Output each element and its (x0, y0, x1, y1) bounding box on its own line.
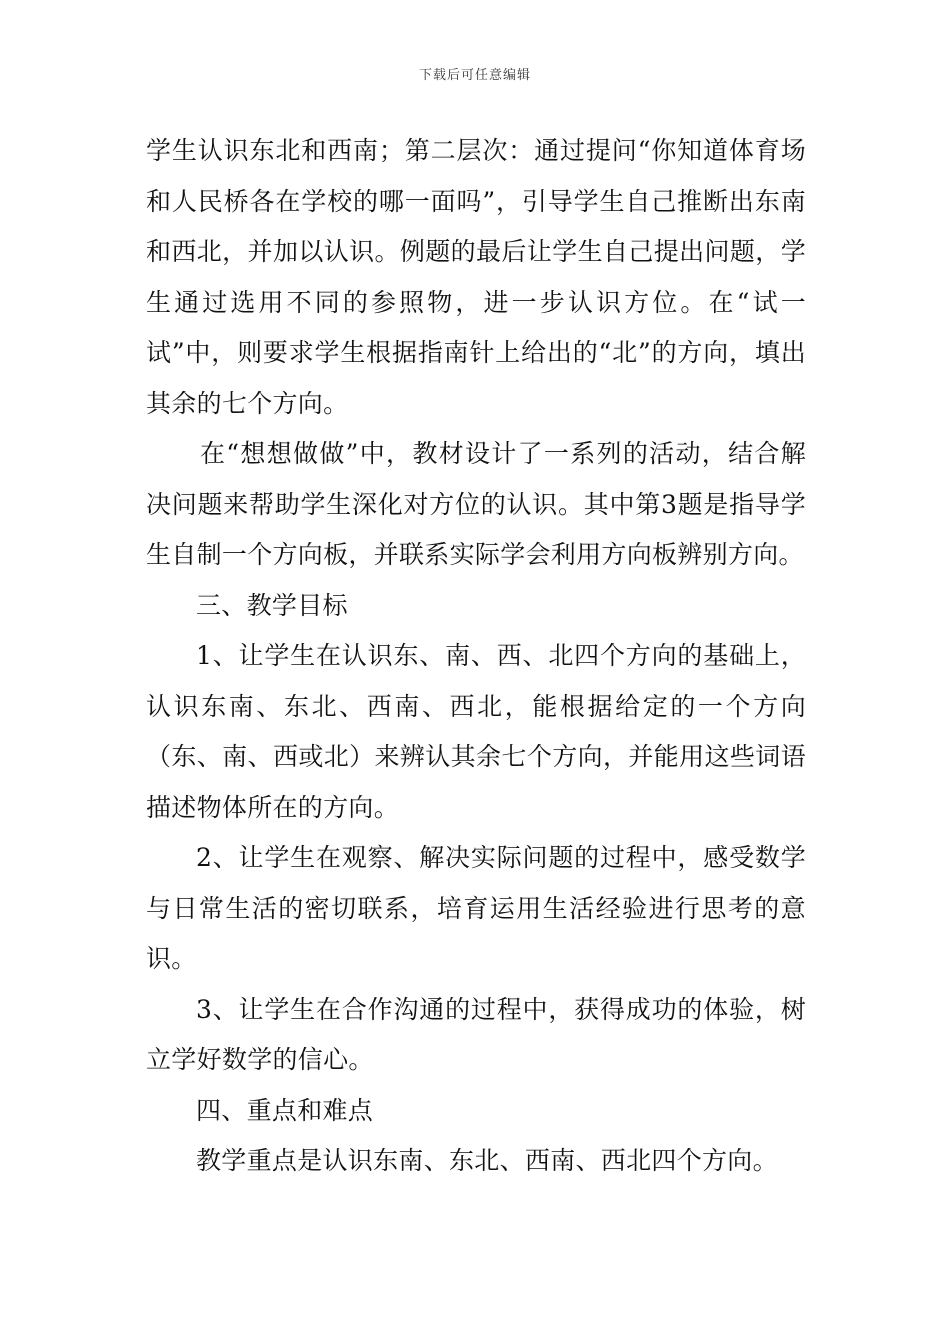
goal-item-3: 3、让学生在合作沟通的过程中，获得成功的体验，树立学好数学的信心。 (146, 994, 806, 1074)
paragraph-textbook-activities: 在“想想做做”中，教材设计了一系列的活动，结合解决问题来帮助学生深化对方位的认识。其中第3题是指导学生自制一个方向板，并联系实际学会利用方向板辨别方向。 (146, 439, 806, 569)
page-header: 下载后可任意编辑 (418, 68, 531, 83)
document-body (146, 126, 806, 1187)
key-point-text: 教学重点是认识东南、东北、西南、西北四个方向。 (196, 1146, 778, 1175)
goal-item-1: 1、让学生在认识东、南、西、北四个方向的基础上，认识东南、东北、西南、西北，能根据给定的一个方向（东、南、西或北）来辨认其余七个方向，并能用这些词语描述物体所在的方向。 (146, 641, 806, 822)
goal-item-2: 2、让学生在观察、解决实际问题的过程中，感受数学与日常生活的密切联系，培育运用生活经验进行思考的意识。 (146, 843, 806, 973)
section-heading-teaching-goals: 三、教学目标 (196, 590, 348, 620)
section-heading-key-points: 四、重点和难点 (196, 1095, 374, 1125)
paragraph-continuation: 学生认识东北和西南；第二层次：通过提问“你知道体育场和人民桥各在学校的哪一面吗”，引导学生自己推断出东南和西北，并加以认识。例题的最后让学生自己提出问题，学生通过选用不同的参照物，进一步认识方位。在“试一试”中，则要求学生根据指南针上给出的“北”的方向，填出其余的七个方向。 (146, 136, 806, 418)
